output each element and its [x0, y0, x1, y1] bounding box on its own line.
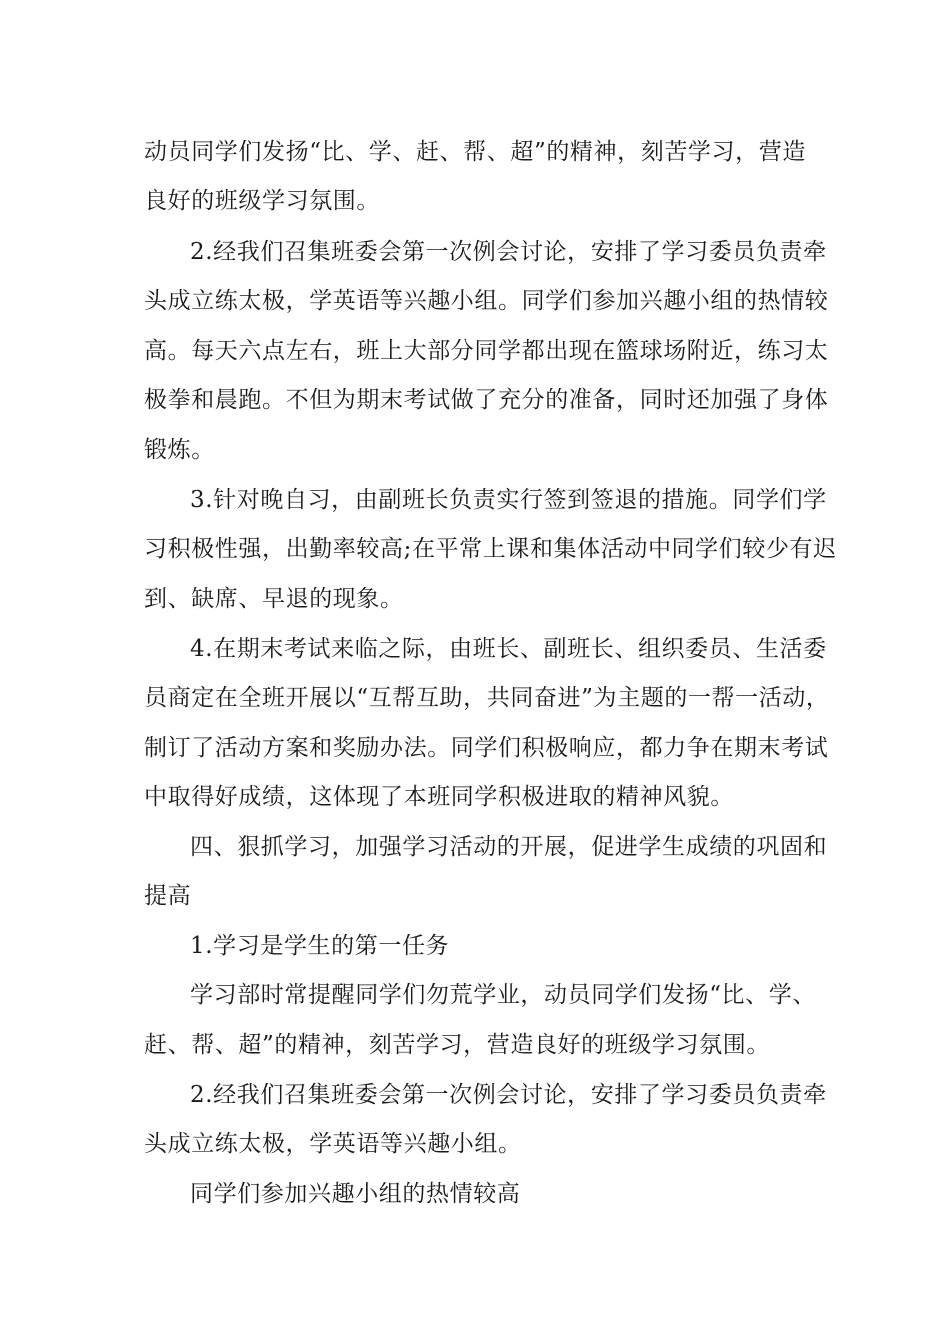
text-line: 动员同学们发扬“比、学、赶、帮、超”的精神，刻苦学习，营造	[144, 139, 806, 165]
text-line: 中取得好成绩，这体现了本班同学积极进取的精神风貌。	[144, 784, 734, 810]
paragraph-start-line: 学习部时常提醒同学们勿荒学业，动员同学们发扬“比、学、	[190, 982, 816, 1008]
text-line: 员商定在全班开展以“互帮互助，共同奋进”为主题的一帮一活动，	[144, 685, 830, 711]
paragraph-start-line: 3.针对晚自习，由副班长负责实行签到签退的措施。同学们学	[190, 487, 827, 513]
text-line: 良好的班级学习氛围。	[144, 188, 380, 214]
section-heading: 四、狠抓学习，加强学习活动的开展，促进学生成绩的巩固和	[190, 834, 828, 860]
text-line: 头成立练太极，学英语等兴趣小组。同学们参加兴趣小组的热情较	[144, 288, 829, 314]
paragraph-start-line: 同学们参加兴趣小组的热情较高	[190, 1181, 521, 1207]
paragraph-start-line: 4.在期末考试来临之际，由班长、副班长、组织委员、生活委	[190, 636, 827, 662]
text-line: 制订了活动方案和奖励办法。同学们积极响应，都力争在期末考试	[144, 735, 829, 761]
text-line: 赶、帮、超”的精神，刻苦学习，营造良好的班级学习氛围。	[144, 1032, 770, 1058]
section-heading-continued: 提高	[144, 883, 192, 909]
text-line: 习积极性强，出勤率较高;在平常上课和集体活动中同学们较少有迟	[144, 536, 837, 562]
text-line: 锻炼。	[144, 437, 215, 463]
paragraph-start-line: 2.经我们召集班委会第一次例会讨论，安排了学习委员负责牵	[190, 239, 827, 265]
text-line: 高。每天六点左右，班上大部分同学都出现在篮球场附近，练习太	[144, 338, 829, 364]
text-line: 极拳和晨跑。不但为期末考试做了充分的准备，同时还加强了身体	[144, 387, 829, 413]
text-line: 到、缺席、早退的现象。	[144, 586, 404, 612]
paragraph-start-line: 2.经我们召集班委会第一次例会讨论，安排了学习委员负责牵	[190, 1082, 827, 1108]
subsection-heading: 1.学习是学生的第一任务	[190, 933, 450, 959]
text-line: 头成立练太极，学英语等兴趣小组。	[144, 1131, 522, 1157]
